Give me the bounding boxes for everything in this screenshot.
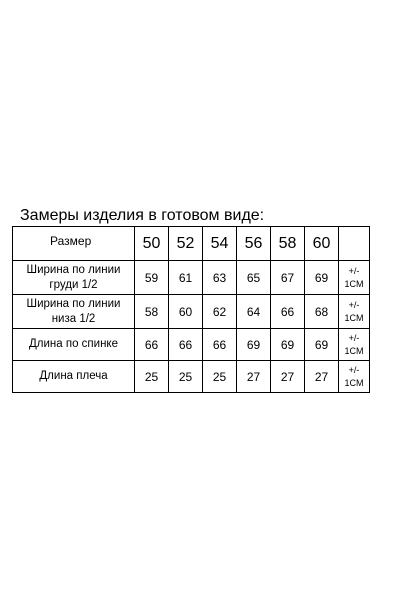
table-cell: 69 — [237, 329, 271, 361]
row-label-line2: низа 1/2 — [51, 312, 96, 325]
table-cell: 65 — [237, 261, 271, 295]
row-label-line1: Ширина по линии — [26, 297, 121, 310]
tolerance-line1: +/- — [348, 265, 360, 276]
table-cell: 27 — [271, 361, 305, 393]
table-cell: 69 — [305, 261, 339, 295]
table-cell: 25 — [169, 361, 203, 393]
size-header-58: 58 — [271, 227, 305, 261]
table-cell: 61 — [169, 261, 203, 295]
table-cell: 66 — [169, 329, 203, 361]
table-cell: 69 — [271, 329, 305, 361]
table-cell: 27 — [237, 361, 271, 393]
tolerance-line2: 1СМ — [344, 345, 364, 356]
size-header-60: 60 — [305, 227, 339, 261]
table-row — [13, 329, 370, 361]
tolerance-cell — [339, 261, 370, 295]
size-header-label: Размер — [13, 227, 135, 261]
row-label-line2: груди 1/2 — [49, 278, 98, 291]
tolerance-line2: 1СМ — [344, 278, 364, 289]
tolerance-line1: +/- — [348, 299, 360, 310]
table-cell: 59 — [135, 261, 169, 295]
table-cell: 25 — [135, 361, 169, 393]
table-row — [13, 261, 370, 295]
table-cell: 25 — [203, 361, 237, 393]
table-cell: 60 — [169, 295, 203, 329]
size-header-52: 52 — [169, 227, 203, 261]
tolerance-cell — [339, 361, 370, 393]
tolerance-line1: +/- — [348, 364, 360, 375]
table-cell: 68 — [305, 295, 339, 329]
table-cell: 67 — [271, 261, 305, 295]
table-row — [13, 361, 370, 393]
measurements-table — [12, 226, 370, 393]
tolerance-line2: 1СМ — [344, 377, 364, 388]
table-cell: 27 — [305, 361, 339, 393]
table-cell: 66 — [203, 329, 237, 361]
row-label — [13, 261, 135, 295]
row-label-line1: Ширина по линии — [26, 263, 121, 276]
table-cell: 66 — [271, 295, 305, 329]
table-cell: 58 — [135, 295, 169, 329]
table-cell: 66 — [135, 329, 169, 361]
row-label: Длина по спинке — [13, 329, 135, 361]
tolerance-header — [339, 227, 370, 261]
row-label — [13, 295, 135, 329]
table-cell: 63 — [203, 261, 237, 295]
table-cell: 64 — [237, 295, 271, 329]
table-row — [13, 295, 370, 329]
size-header-50: 50 — [135, 227, 169, 261]
table-cell: 62 — [203, 295, 237, 329]
tolerance-line1: +/- — [348, 332, 360, 343]
row-label: Длина плеча — [13, 361, 135, 393]
tolerance-cell — [339, 329, 370, 361]
tolerance-cell — [339, 295, 370, 329]
table-title: Замеры изделия в готовом виде: — [20, 207, 265, 224]
size-header-54: 54 — [203, 227, 237, 261]
table-header-row — [13, 227, 370, 261]
size-header-56: 56 — [237, 227, 271, 261]
tolerance-line2: 1СМ — [344, 312, 364, 323]
table-cell: 69 — [305, 329, 339, 361]
